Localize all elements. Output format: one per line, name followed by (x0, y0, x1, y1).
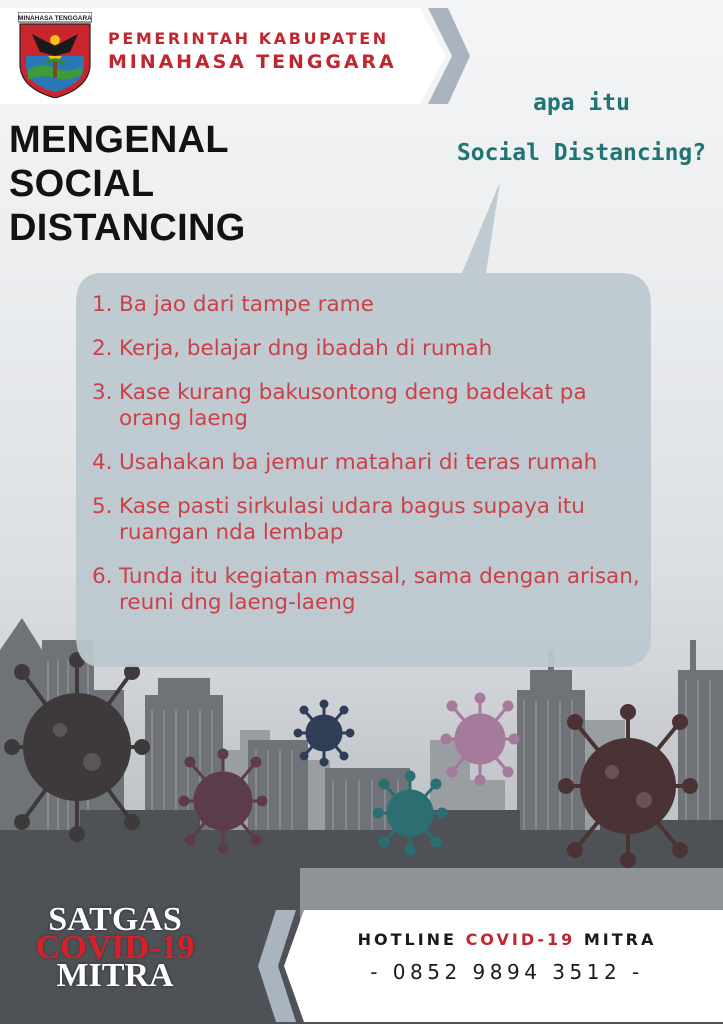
hotline-suffix: MITRA (583, 930, 657, 949)
satgas-line: MITRA (56, 957, 174, 994)
satgas-logo-text (22, 901, 208, 994)
question-line: Social Distancing? (456, 140, 707, 166)
tip-text: Tunda itu kegiatan massal, sama dengan arisan, reuni dng laeng-laeng (119, 564, 640, 615)
tip-text: Usahakan ba jemur matahari di teras rumah (119, 450, 598, 475)
hotline-prefix: HOTLINE (357, 930, 457, 949)
tip-number: 4. (92, 450, 113, 475)
hotline-highlight: COVID-19 (465, 930, 576, 949)
header-line-1: PEMERINTAH KABUPATEN (108, 29, 389, 48)
title-line: DISTANCING (9, 207, 246, 249)
hotline-title (292, 930, 722, 949)
tip-text: Kerja, belajar dng ibadah di rumah (119, 336, 493, 361)
tip-number: 5. (92, 494, 113, 519)
tip-number: 3. (92, 380, 113, 405)
satgas-line: SATGAS (48, 901, 182, 938)
header-line-2: MINAHASA TENGGARA (108, 51, 397, 73)
tip-text: Kase kurang bakusontong deng badekat pa orang laeng (119, 380, 587, 431)
question-line: apa itu (533, 90, 630, 116)
tip-number: 6. (92, 564, 113, 589)
tip-text: Kase pasti sirkulasi udara bagus supaya itu ruangan nda lembap (119, 494, 585, 545)
tip-number: 1. (92, 292, 113, 317)
satgas-line: COVID-19 (35, 929, 195, 966)
logo-label: MINAHASA TENGGARA (18, 15, 92, 22)
hotline-phone-number: - 0852 9894 3512 - (370, 960, 644, 984)
tip-text: Ba jao dari tampe rame (119, 292, 374, 317)
title-line: MENGENAL (9, 119, 229, 161)
title-line: SOCIAL (9, 163, 155, 205)
tip-number: 2. (92, 336, 113, 361)
